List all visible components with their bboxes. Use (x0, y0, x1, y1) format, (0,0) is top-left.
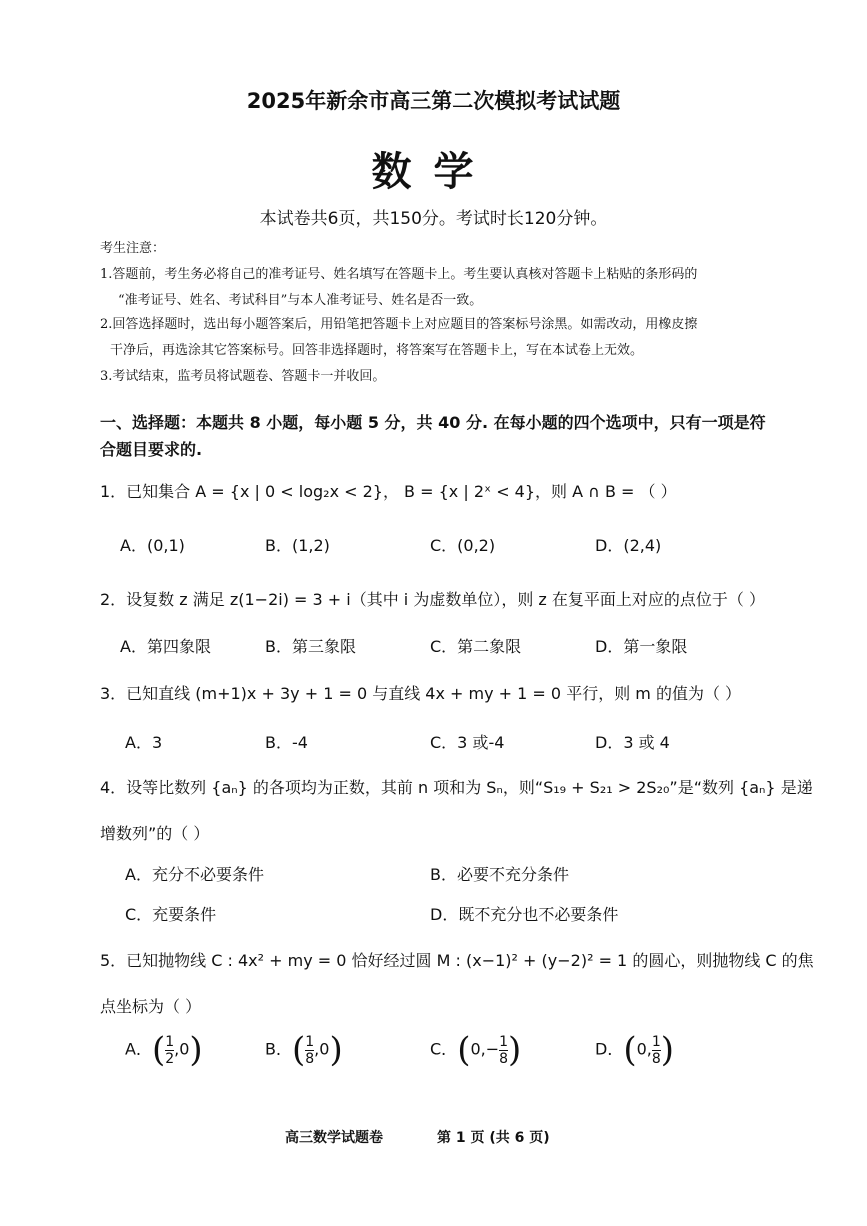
fraction: $\frac{1}{8}$ (499, 1033, 509, 1067)
question-3-option-b: B．-4 (265, 733, 308, 752)
question-1-option-d: D．(2,4) (595, 536, 662, 555)
question-2-option-c: C．第二象限 (430, 637, 522, 656)
exam-title: 2025年新余市高三第二次模拟考试试题 (246, 89, 621, 113)
fraction: $\frac{1}{8}$ (651, 1033, 661, 1067)
question-3-option-a: A．3 (125, 733, 163, 752)
footer-page-number: 第 1 页 (共 6 页) (437, 1130, 550, 1146)
question-4-option-c: C．充要条件 (125, 905, 217, 924)
question-1-stem: 1．已知集合 A = {x | 0 < log₂x < 2}， B = {x | 2ˣ < 4}，则 A ∩ B = （ ） (100, 482, 677, 501)
notice-line-3: 3.考试结束，监考员将试题卷、答题卡一并收回。 (100, 369, 386, 384)
question-2-option-d: D．第一象限 (595, 637, 688, 656)
question-2-option-a: A．第四象限 (120, 637, 211, 656)
option-letter: C． (430, 1039, 458, 1059)
question-5-stem: 5．已知抛物线 C : 4x² + my = 0 恰好经过圆 M : (x−1)² + (y−2)² = 1 的圆心，则抛物线 C 的焦 (100, 951, 814, 970)
question-2-stem: 2．设复数 z 满足 z(1−2i) = 3 + i（其中 i 为虚数单位），则 z 在复平面上对应的点位于（ ） (100, 590, 765, 609)
exam-info: 本试卷共6页，共150分。考试时长120分钟。 (259, 209, 608, 229)
option-letter: B． (265, 1039, 292, 1059)
fraction-tail: ,0 (314, 1039, 330, 1059)
notice-line-1b: “准考证号、姓名、考试科目”与本人准考证号、姓名是否一致。 (118, 293, 483, 308)
subject-title: 数学 (371, 149, 496, 195)
fraction: $\frac{1}{2}$ (165, 1033, 175, 1067)
question-4-stem: 4．设等比数列 {aₙ} 的各项均为正数，其前 n 项和为 Sₙ，则“S₁₉ + S₂₁ > 2S₂₀”是“数列 {aₙ} 是递 (100, 778, 813, 797)
question-5-option-c: C．(0,− $\frac{1}{8}$ ) (430, 1030, 522, 1070)
question-4-option-a: A．充分不必要条件 (125, 865, 264, 884)
question-3-stem: 3．已知直线 (m+1)x + 3y + 1 = 0 与直线 4x + my + 1 = 0 平行，则 m 的值为（ ） (100, 684, 742, 703)
question-3-option-c: C．3 或-4 (430, 733, 505, 752)
question-3-option-d: D．3 或 4 (595, 733, 670, 752)
question-4-option-d: D．既不充分也不必要条件 (430, 905, 619, 924)
section-heading-line-2: 合题目要求的. (100, 440, 203, 459)
fraction-tail: ,0 (174, 1039, 190, 1059)
question-1-option-c: C．(0,2) (430, 536, 496, 555)
option-letter: D． (595, 1039, 624, 1059)
notice-heading: 考生注意： (100, 241, 166, 256)
notice-line-2b: 干净后，再选涂其它答案标号。回答非选择题时，将答案写在答题卡上，写在本试卷上无效。 (110, 343, 644, 358)
question-1-option-b: B．(1,2) (265, 536, 330, 555)
fraction-head: 0, (636, 1039, 652, 1059)
question-4-option-b: B．必要不充分条件 (430, 865, 569, 884)
footer-title: 高三数学试题卷 (285, 1130, 383, 1146)
notice-line-2: 2.回答选择题时，选出每小题答案后，用铅笔把答题卡上对应题目的答案标号涂黑。如需改动，用橡皮擦 (100, 317, 698, 332)
question-5-stem-continued: 点坐标为（ ） (100, 997, 202, 1016)
question-4-stem-continued: 增数列”的（ ） (100, 824, 210, 843)
section-heading-line-1: 一、选择题：本题共 8 小题，每小题 5 分，共 40 分. 在每小题的四个选项中，只有一项是符 (100, 413, 766, 432)
fraction: $\frac{1}{8}$ (305, 1033, 315, 1067)
question-5-option-a: A．( $\frac{1}{2}$ ,0) (125, 1030, 203, 1070)
question-5-option-b: B．( $\frac{1}{8}$ ,0) (265, 1030, 343, 1070)
option-letter: A． (125, 1039, 152, 1059)
notice-line-1: 1.答题前，考生务必将自己的准考证号、姓名填写在答题卡上。考生要认真核对答题卡上粘贴的条形码的 (100, 267, 698, 282)
fraction-head: 0,− (470, 1039, 500, 1059)
question-2-option-b: B．第三象限 (265, 637, 356, 656)
question-1-option-a: A．(0,1) (120, 536, 185, 555)
question-5-option-d: D．(0, $\frac{1}{8}$ ) (595, 1030, 675, 1070)
